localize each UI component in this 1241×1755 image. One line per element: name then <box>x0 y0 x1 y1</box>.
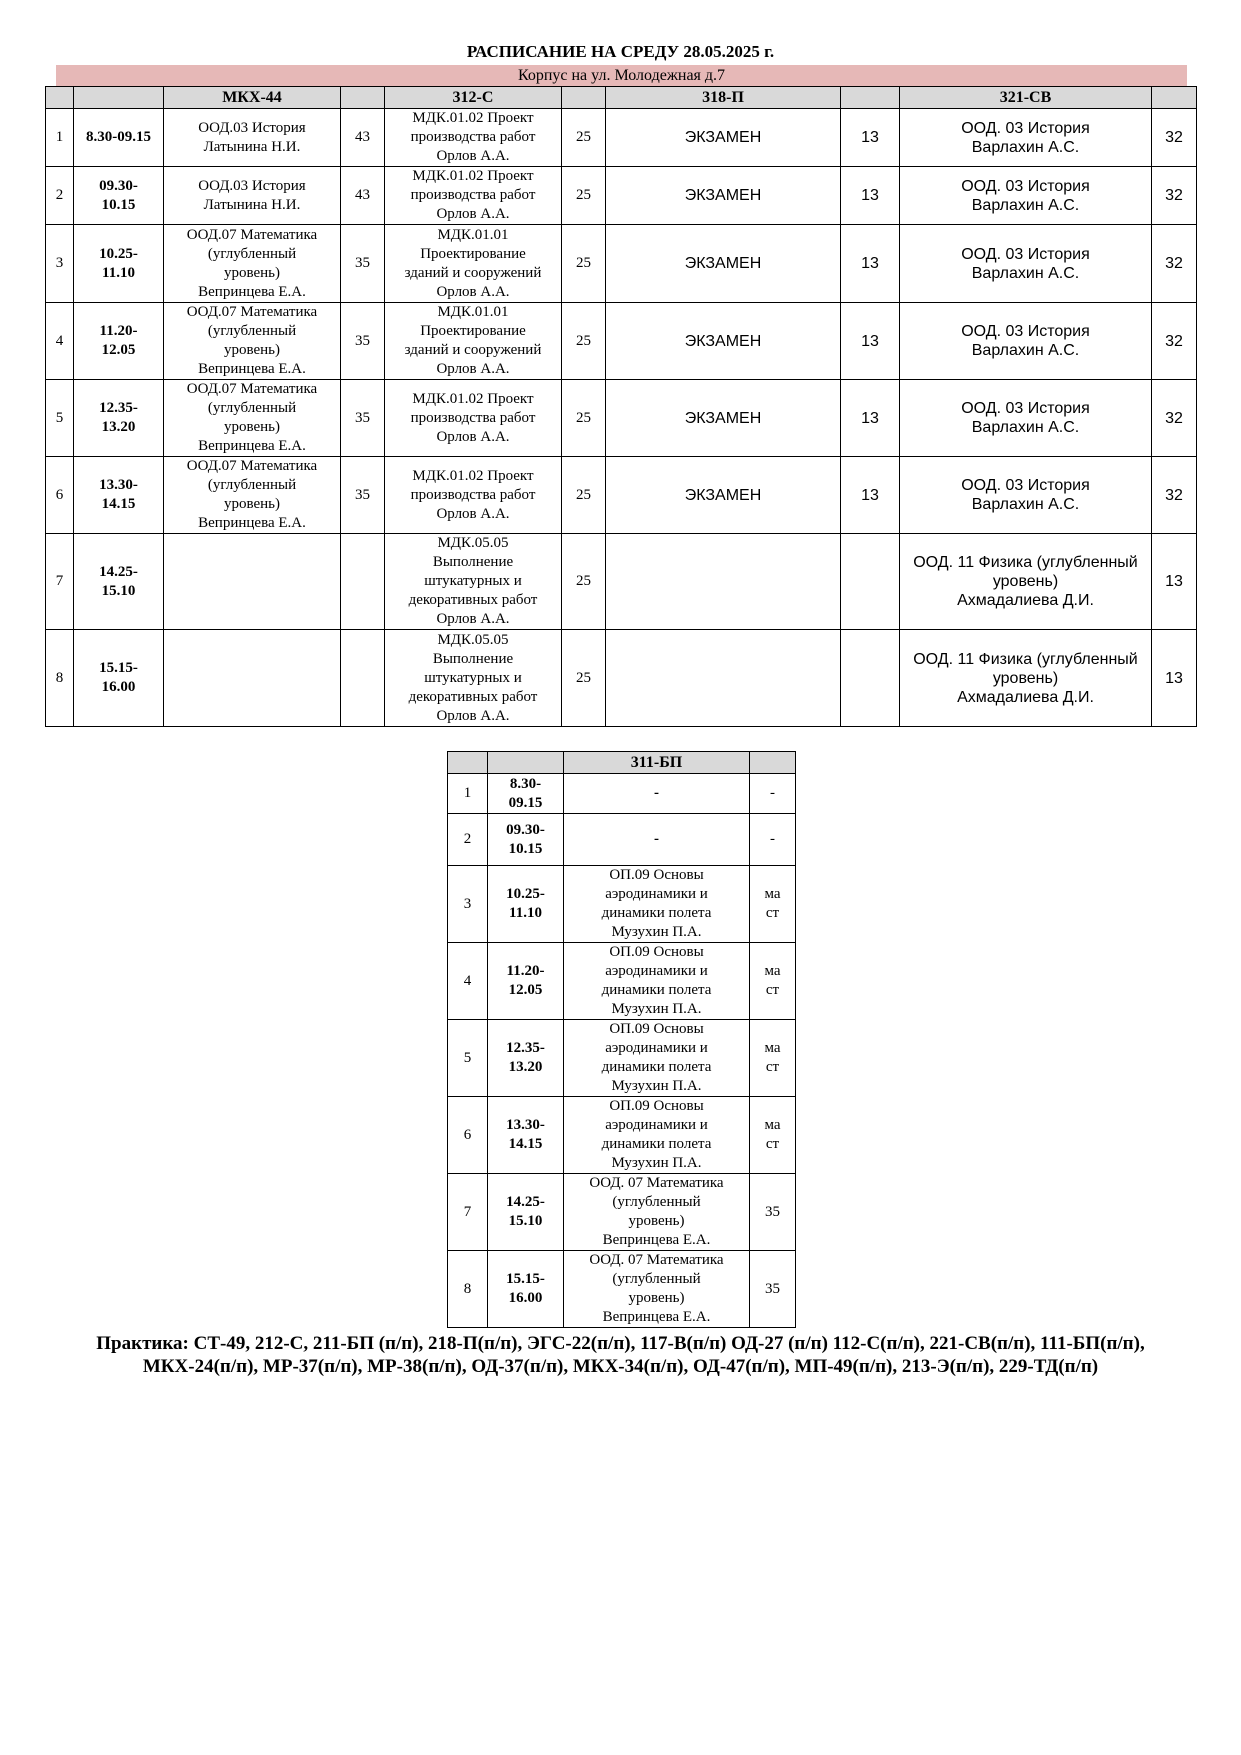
lesson-number: 8 <box>448 1251 488 1328</box>
lesson-time: 8.30-09.15 <box>74 109 164 167</box>
room-number: 13 <box>841 457 900 534</box>
table-row <box>46 303 1197 380</box>
secondary-schedule-table <box>447 751 796 1328</box>
room-number: ма ст <box>750 866 796 943</box>
lesson-subject: ОП.09 Основы аэродинамики и динамики полета Музухин П.А. <box>564 943 750 1020</box>
room-number: - <box>750 814 796 866</box>
room-number: - <box>750 774 796 814</box>
room-number <box>341 630 385 727</box>
lesson-number: 6 <box>46 457 74 534</box>
lesson-time: 09.30- 10.15 <box>488 814 564 866</box>
lesson-subject: ООД.07 Математика (углубленный уровень) Вепринцева Е.А. <box>164 457 341 534</box>
table-row <box>46 225 1197 303</box>
column-header: 311-БП <box>564 752 750 774</box>
lesson-subject: ЭКЗАМЕН <box>606 457 841 534</box>
column-header <box>841 87 900 109</box>
room-number: 13 <box>1152 630 1197 727</box>
lesson-number: 1 <box>46 109 74 167</box>
lesson-subject: ООД.03 История Латынина Н.И. <box>164 109 341 167</box>
lesson-subject <box>164 534 341 630</box>
lesson-subject: ОП.09 Основы аэродинамики и динамики полета Музухин П.А. <box>564 1097 750 1174</box>
lesson-subject: ООД. 03 История Варлахин А.С. <box>900 457 1152 534</box>
lesson-time: 8.30- 09.15 <box>488 774 564 814</box>
lesson-subject: ООД.07 Математика (углубленный уровень) Вепринцева Е.А. <box>164 380 341 457</box>
table-row <box>448 814 796 866</box>
table-row <box>448 1097 796 1174</box>
room-number: ма ст <box>750 1097 796 1174</box>
lesson-number: 2 <box>448 814 488 866</box>
column-header <box>1152 87 1197 109</box>
lesson-subject: МДК.01.01 Проектирование зданий и сооружений Орлов А.А. <box>385 225 562 303</box>
column-header <box>488 752 564 774</box>
room-number: 13 <box>841 380 900 457</box>
column-header <box>74 87 164 109</box>
room-number: 32 <box>1152 457 1197 534</box>
table-row <box>46 534 1197 630</box>
room-number: 35 <box>750 1251 796 1328</box>
column-header <box>341 87 385 109</box>
table-row <box>46 380 1197 457</box>
practice-note: Практика: СТ-49, 212-С, 211-БП (п/п), 218-П(п/п), ЭГС-22(п/п), 117-В(п/п) ОД-27 (п/п) 112-С(п/п), 221-СВ(п/п), 111-БП(п/п), МКХ-24(п/п), МР-37(п/п), МР-38(п/п), ОД-37(п/п), МКХ-34(п/п), ОД-47(п/п), МП-49(п/п), 213-Э(п/п), 229-ТД(п/п) <box>96 1333 1145 1377</box>
lesson-subject: ООД. 07 Математика (углубленный уровень) Вепринцева Е.А. <box>564 1251 750 1328</box>
room-number: 25 <box>562 630 606 727</box>
lesson-number: 5 <box>448 1020 488 1097</box>
table-row <box>46 167 1197 225</box>
lesson-subject: - <box>564 814 750 866</box>
lesson-subject: ООД. 03 История Варлахин А.С. <box>900 380 1152 457</box>
table-row <box>46 457 1197 534</box>
room-number <box>341 534 385 630</box>
room-number: 25 <box>562 457 606 534</box>
lesson-time: 15.15- 16.00 <box>74 630 164 727</box>
table-row <box>46 630 1197 727</box>
room-number: 32 <box>1152 167 1197 225</box>
table-row <box>448 1174 796 1251</box>
lesson-subject: ЭКЗАМЕН <box>606 225 841 303</box>
lesson-number: 4 <box>46 303 74 380</box>
lesson-subject: ОП.09 Основы аэродинамики и динамики полета Музухин П.А. <box>564 1020 750 1097</box>
column-header: 318-П <box>606 87 841 109</box>
table-row <box>448 774 796 814</box>
lesson-subject: МДК.05.05 Выполнение штукатурных и декоративных работ Орлов А.А. <box>385 630 562 727</box>
room-number: 35 <box>341 380 385 457</box>
room-number: 13 <box>841 109 900 167</box>
column-header <box>750 752 796 774</box>
lesson-subject: МДК.01.01 Проектирование зданий и сооружений Орлов А.А. <box>385 303 562 380</box>
lesson-number: 3 <box>46 225 74 303</box>
lesson-time: 12.35- 13.20 <box>488 1020 564 1097</box>
room-number: 32 <box>1152 380 1197 457</box>
room-number: 13 <box>841 225 900 303</box>
room-number <box>841 630 900 727</box>
lesson-subject: ООД. 03 История Варлахин А.С. <box>900 167 1152 225</box>
lesson-subject <box>164 630 341 727</box>
lesson-number: 1 <box>448 774 488 814</box>
room-number: 25 <box>562 303 606 380</box>
lesson-time: 14.25- 15.10 <box>488 1174 564 1251</box>
room-number: 13 <box>1152 534 1197 630</box>
room-number <box>841 534 900 630</box>
table-row <box>46 109 1197 167</box>
lesson-time: 12.35- 13.20 <box>74 380 164 457</box>
table-row <box>448 1251 796 1328</box>
lesson-time: 13.30- 14.15 <box>74 457 164 534</box>
lesson-number: 6 <box>448 1097 488 1174</box>
lesson-subject: ОП.09 Основы аэродинамики и динамики полета Музухин П.А. <box>564 866 750 943</box>
column-header: 312-С <box>385 87 562 109</box>
main-schedule-table <box>45 86 1197 727</box>
lesson-subject: ЭКЗАМЕН <box>606 109 841 167</box>
lesson-time: 13.30- 14.15 <box>488 1097 564 1174</box>
lesson-time: 15.15- 16.00 <box>488 1251 564 1328</box>
page-title: РАСПИСАНИЕ НА СРЕДУ 28.05.2025 г. <box>466 42 775 61</box>
column-header: 321-СВ <box>900 87 1152 109</box>
building-banner: Корпус на ул. Молодежная д.7 <box>56 65 1187 86</box>
lesson-subject: ООД. 11 Физика (углубленный уровень) Ахмадалиева Д.И. <box>900 630 1152 727</box>
lesson-time: 11.20- 12.05 <box>74 303 164 380</box>
lesson-subject: - <box>564 774 750 814</box>
lesson-subject: ООД. 03 История Варлахин А.С. <box>900 225 1152 303</box>
lesson-time: 10.25- 11.10 <box>488 866 564 943</box>
lesson-subject <box>606 534 841 630</box>
lesson-subject: ООД. 03 История Варлахин А.С. <box>900 303 1152 380</box>
lesson-subject: МДК.01.02 Проект производства работ Орлов А.А. <box>385 380 562 457</box>
room-number: 13 <box>841 167 900 225</box>
room-number: 32 <box>1152 303 1197 380</box>
room-number: 35 <box>341 457 385 534</box>
lesson-number: 4 <box>448 943 488 1020</box>
lesson-number: 8 <box>46 630 74 727</box>
lesson-number: 5 <box>46 380 74 457</box>
room-number: 25 <box>562 534 606 630</box>
room-number: 43 <box>341 109 385 167</box>
room-number: 35 <box>750 1174 796 1251</box>
lesson-subject: МДК.01.02 Проект производства работ Орлов А.А. <box>385 109 562 167</box>
column-header: МКХ-44 <box>164 87 341 109</box>
room-number: 25 <box>562 225 606 303</box>
lesson-number: 7 <box>46 534 74 630</box>
column-header <box>562 87 606 109</box>
lesson-subject: ООД. 03 История Варлахин А.С. <box>900 109 1152 167</box>
lesson-subject: ООД.07 Математика (углубленный уровень) Вепринцева Е.А. <box>164 225 341 303</box>
lesson-number: 2 <box>46 167 74 225</box>
lesson-subject: ЭКЗАМЕН <box>606 167 841 225</box>
room-number: 25 <box>562 109 606 167</box>
room-number: 43 <box>341 167 385 225</box>
lesson-subject: ЭКЗАМЕН <box>606 380 841 457</box>
lesson-subject: МДК.01.02 Проект производства работ Орлов А.А. <box>385 457 562 534</box>
lesson-number: 3 <box>448 866 488 943</box>
lesson-subject <box>606 630 841 727</box>
room-number: 35 <box>341 225 385 303</box>
lesson-time: 11.20- 12.05 <box>488 943 564 1020</box>
lesson-time: 10.25- 11.10 <box>74 225 164 303</box>
column-header <box>46 87 74 109</box>
lesson-subject: ООД. 07 Математика (углубленный уровень) Вепринцева Е.А. <box>564 1174 750 1251</box>
lesson-subject: ООД.03 История Латынина Н.И. <box>164 167 341 225</box>
lesson-subject: ЭКЗАМЕН <box>606 303 841 380</box>
room-number: 32 <box>1152 225 1197 303</box>
lesson-subject: ООД.07 Математика (углубленный уровень) Вепринцева Е.А. <box>164 303 341 380</box>
lesson-subject: МДК.05.05 Выполнение штукатурных и декоративных работ Орлов А.А. <box>385 534 562 630</box>
room-number: 13 <box>841 303 900 380</box>
table-row <box>448 1020 796 1097</box>
lesson-subject: МДК.01.02 Проект производства работ Орлов А.А. <box>385 167 562 225</box>
table-row <box>448 943 796 1020</box>
lesson-time: 14.25- 15.10 <box>74 534 164 630</box>
room-number: 32 <box>1152 109 1197 167</box>
room-number: 25 <box>562 167 606 225</box>
room-number: ма ст <box>750 1020 796 1097</box>
lesson-time: 09.30- 10.15 <box>74 167 164 225</box>
lesson-subject: ООД. 11 Физика (углубленный уровень) Ахмадалиева Д.И. <box>900 534 1152 630</box>
column-header <box>448 752 488 774</box>
room-number: 25 <box>562 380 606 457</box>
room-number: ма ст <box>750 943 796 1020</box>
lesson-number: 7 <box>448 1174 488 1251</box>
table-row <box>448 866 796 943</box>
room-number: 35 <box>341 303 385 380</box>
